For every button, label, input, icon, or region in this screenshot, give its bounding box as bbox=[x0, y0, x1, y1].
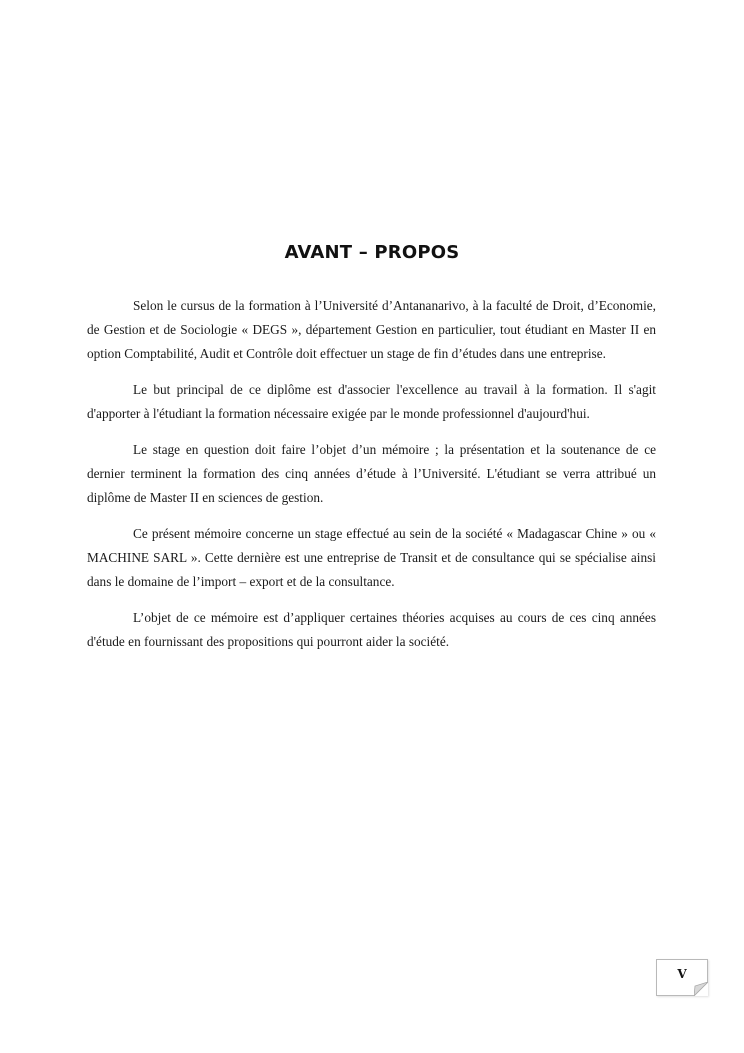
page-number-box bbox=[656, 959, 708, 996]
paragraph-4: Ce présent mémoire concerne un stage effectué au sein de la société « Madagascar Chine » ou « MACHINE SARL ». Cette dernière est une entreprise de Transit et de consultance qui se spécialise ainsi dans le domaine de l’import – export et de la consultance. bbox=[87, 526, 656, 589]
document-body bbox=[87, 294, 656, 666]
page-number: V bbox=[677, 967, 687, 981]
paragraph-5: L’objet de ce mémoire est d’appliquer certaines théories acquises au cours de ces cinq années d'étude en fournissant des propositions qui pourront aider la société. bbox=[87, 610, 656, 649]
paragraph-1: Selon le cursus de la formation à l’Université d’Antananarivo, à la faculté de Droit, d’Economie, de Gestion et de Sociologie « DEGS », département Gestion en particulier, tout étudiant en Master II en option Comptabilité, Audit et Contrôle doit effectuer un stage de fin d’études dans une entreprise. bbox=[87, 298, 656, 361]
paragraph-3: Le stage en question doit faire l’objet d’un mémoire ; la présentation et la soutenance de ce dernier terminent la formation des cinq années d’étude à l’Université. L'étudiant se verra attribué un diplôme de Master II en sciences de gestion. bbox=[87, 442, 656, 505]
folded-corner-icon bbox=[694, 982, 708, 996]
paragraph-2: Le but principal de ce diplôme est d'associer l'excellence au travail à la formation. Il s'agit d'apporter à l'étudiant la formation nécessaire exigée par le monde professionnel d'aujourd'hui. bbox=[87, 382, 656, 421]
page-title: AVANT – PROPOS bbox=[284, 242, 460, 263]
